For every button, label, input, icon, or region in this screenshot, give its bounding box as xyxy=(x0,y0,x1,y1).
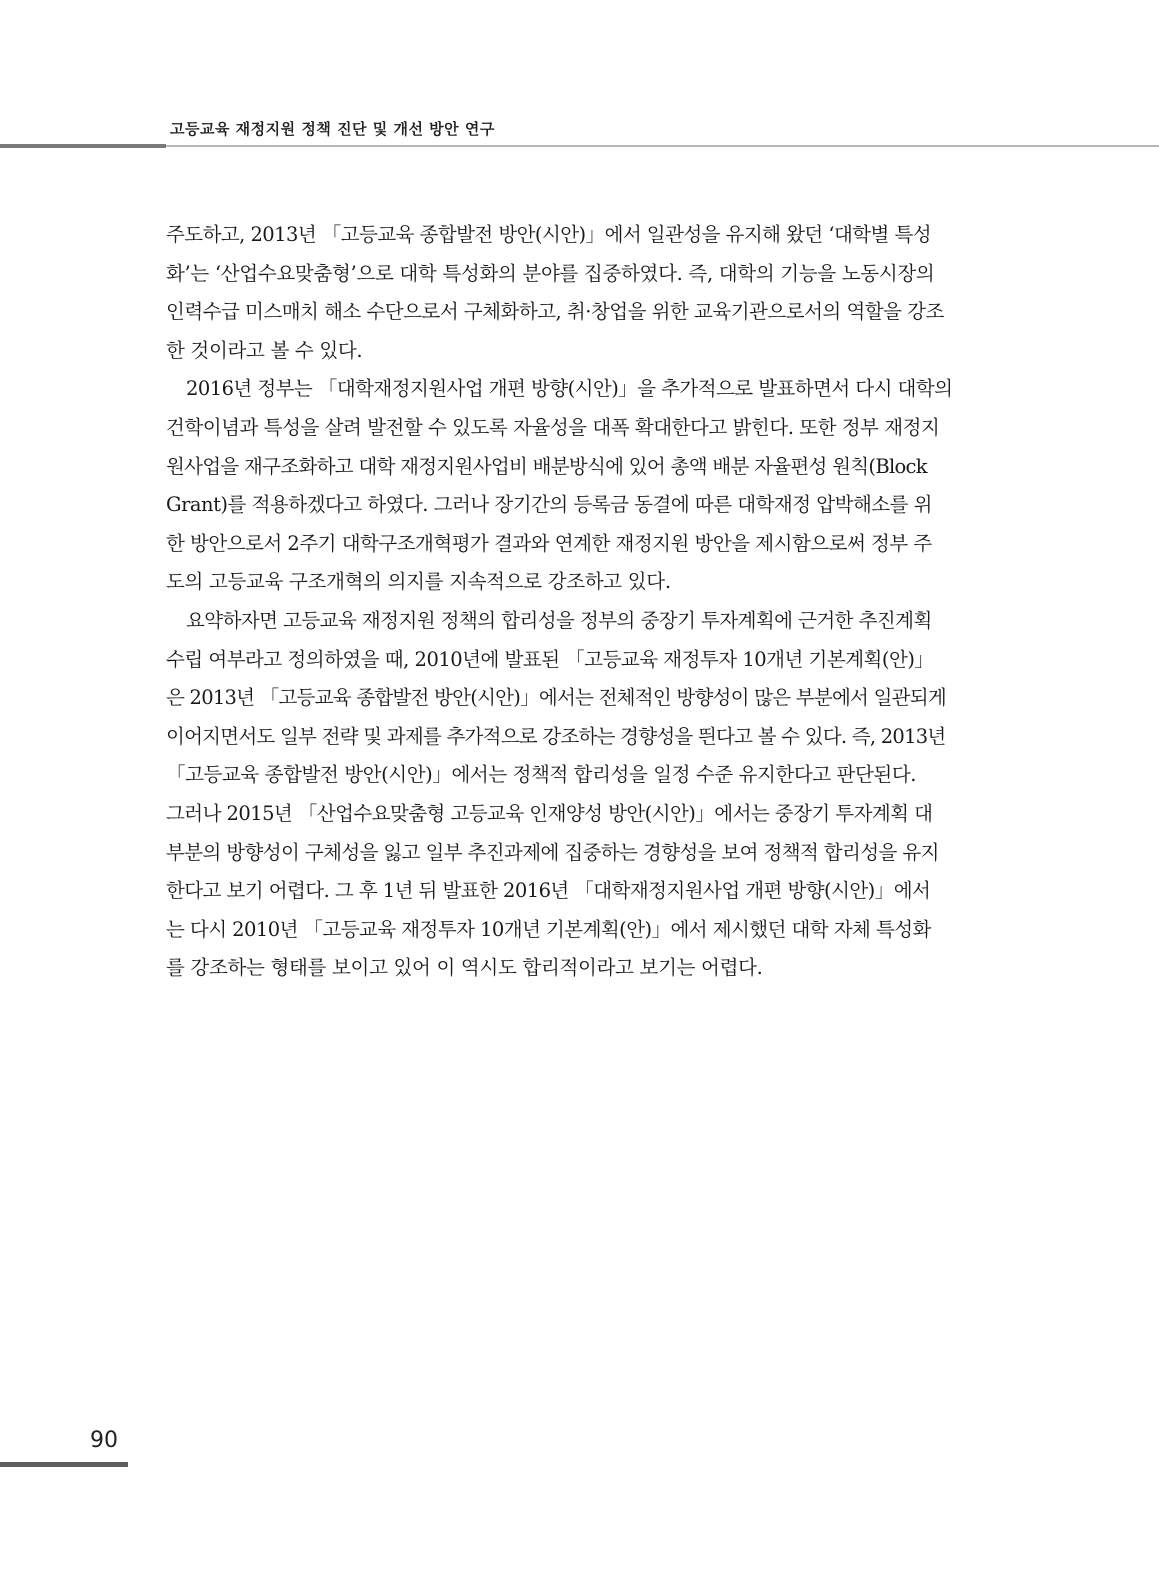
paragraph-line: 이어지면서도 일부 전략 및 과제를 추가적으로 강조하는 경향성을 띈다고 볼 수 있다. 즉, 2013년 xyxy=(166,724,946,748)
header-rule-accent xyxy=(0,144,166,148)
paragraph-3 xyxy=(166,602,992,988)
paragraph-line: 도의 고등교육 구조개혁의 의지를 지속적으로 강조하고 있다. xyxy=(166,570,671,594)
paragraph-line: 부분의 방향성이 구체성을 잃고 일부 추진과제에 집중하는 경향성을 보여 정책적 합리성을 유지 xyxy=(166,840,939,864)
paragraph-line: 「고등교육 종합발전 방안(시안)」에서는 정책적 합리성을 일정 수준 유지한다고 판단된다. xyxy=(166,763,917,787)
paragraph-line: 그러나 2015년 「산업수요맞춤형 고등교육 인재양성 방안(시안)」에서는 중장기 투자계획 대 xyxy=(166,801,933,825)
paragraph-line: 수립 여부라고 정의하였을 때, 2010년에 발표된 「고등교육 재정투자 10개년 기본계획(안)」 xyxy=(166,647,934,671)
paragraph-line: 한다고 보기 어렵다. 그 후 1년 뒤 발표한 2016년 「대학재정지원사업 개편 방향(시안)」에서 xyxy=(166,879,931,903)
paragraph-1 xyxy=(166,216,992,370)
body-text xyxy=(166,216,992,988)
paragraph-line: 인력수급 미스매치 해소 수단으로서 구체화하고, 취·창업을 위한 교육기관으로서의 역할을 강조 xyxy=(166,300,944,324)
paragraph-2 xyxy=(166,370,992,602)
paragraph-line: 한 것이라고 볼 수 있다. xyxy=(166,338,363,362)
paragraph-line: 요약하자면 고등교육 재정지원 정책의 합리성을 정부의 중장기 투자계획에 근거한 추진계획 xyxy=(186,608,932,632)
paragraph-line: 은 2013년 「고등교육 종합발전 방안(시안)」에서는 전체적인 방향성이 많은 부분에서 일관되게 xyxy=(166,686,946,710)
running-header-title: 고등교육 재정지원 정책 진단 및 개선 방안 연구 xyxy=(170,120,495,138)
paragraph-line: 건학이념과 특성을 살려 발전할 수 있도록 자율성을 대폭 확대한다고 밝힌다. 또한 정부 재정지 xyxy=(166,415,940,439)
paragraph-line: 원사업을 재구조화하고 대학 재정지원사업비 배분방식에 있어 총액 배분 자율편성 원칙(Block xyxy=(166,454,927,478)
paragraph-line: 는 다시 2010년 「고등교육 재정투자 10개년 기본계획(안)」에서 제시했던 대학 자체 특성화 xyxy=(166,917,931,941)
page-number: 90 xyxy=(90,1428,118,1453)
paragraph-line: 한 방안으로서 2주기 대학구조개혁평가 결과와 연계한 재정지원 방안을 제시함으로써 정부 주 xyxy=(166,531,932,555)
paragraph-line: 화’는 ‘산업수요맞춤형’으로 대학 특성화의 분야를 집중하였다. 즉, 대학의 기능을 노동시장의 xyxy=(166,261,935,285)
footer-rule xyxy=(0,1462,128,1467)
paragraph-line: Grant)를 적용하겠다고 하였다. 그러나 장기간의 등록금 동결에 따른 대학재정 압박해소를 위 xyxy=(166,493,933,517)
paragraph-line: 2016년 정부는 「대학재정지원사업 개편 방향(시안)」을 추가적으로 발표하면서 다시 대학의 xyxy=(186,377,953,401)
paragraph-line: 를 강조하는 형태를 보이고 있어 이 역시도 합리적이라고 보기는 어렵다. xyxy=(166,956,763,980)
paragraph-line: 주도하고, 2013년 「고등교육 종합발전 방안(시안)」에서 일관성을 유지해 왔던 ‘대학별 특성 xyxy=(166,223,932,246)
header-rule xyxy=(166,145,1159,147)
